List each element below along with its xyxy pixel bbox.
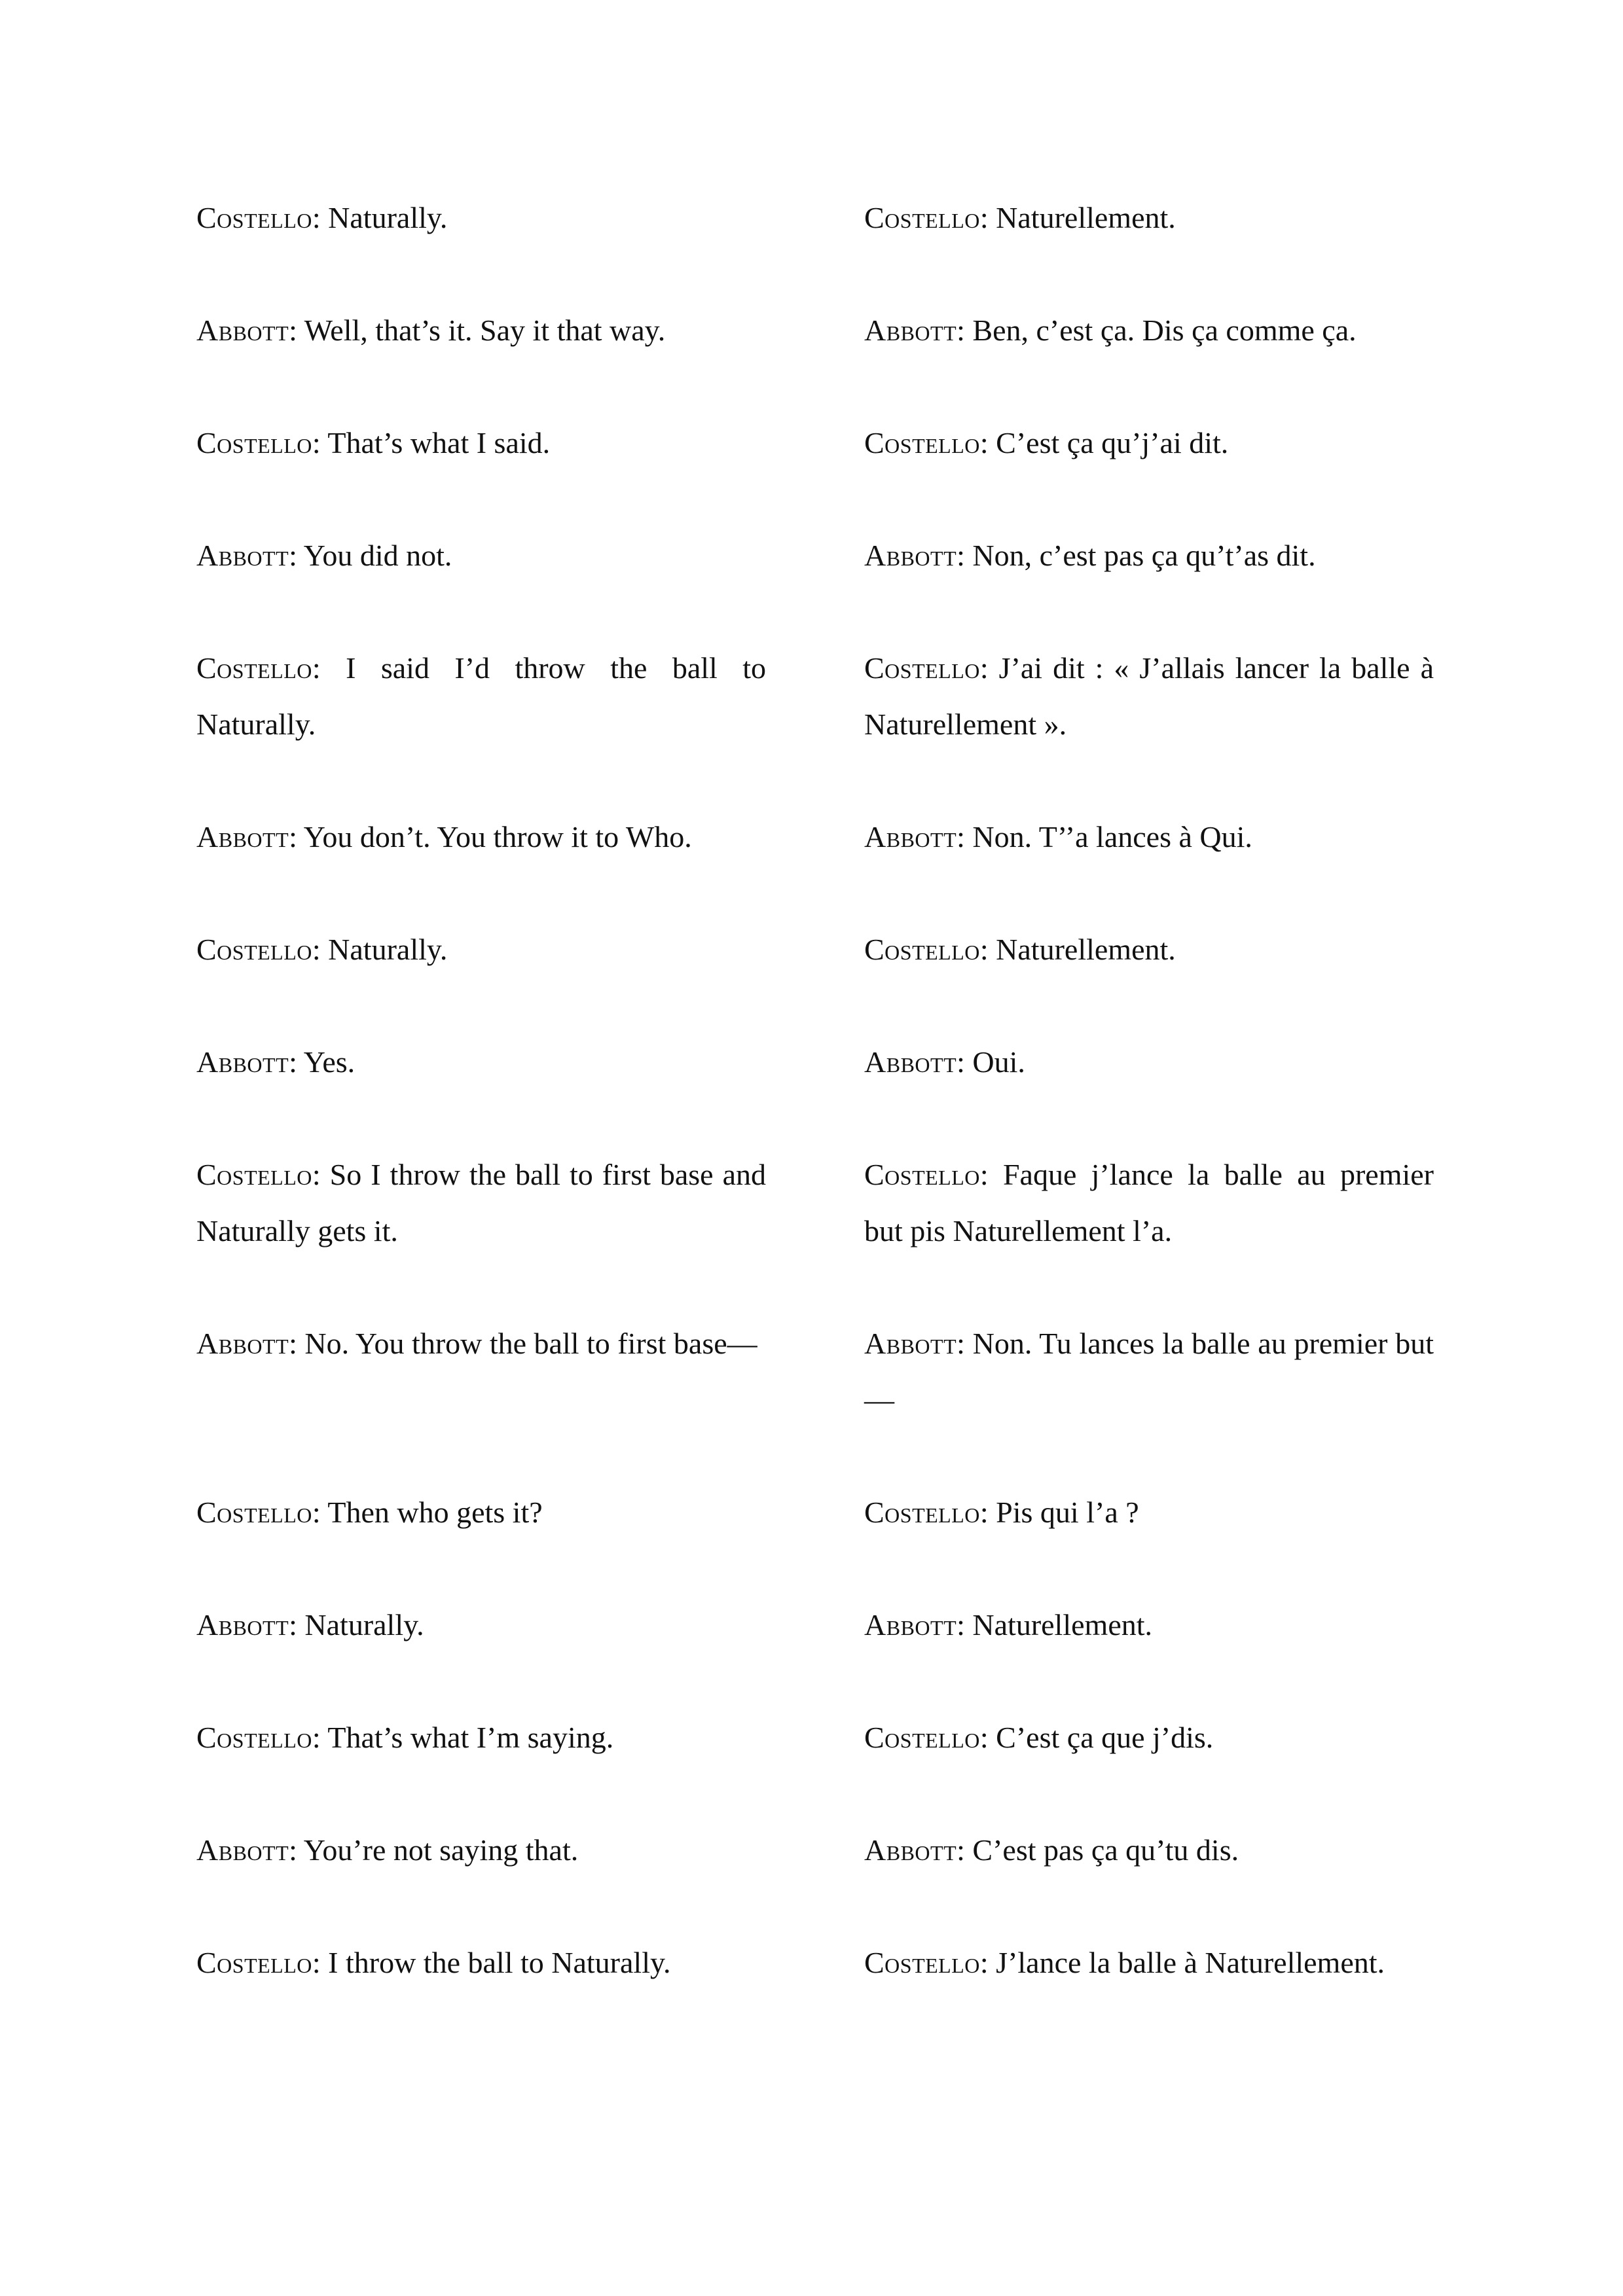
line-text: Naturally. xyxy=(328,201,448,234)
line-text: C’est ça que j’dis. xyxy=(996,1721,1214,1754)
speaker-name: Abbott xyxy=(864,820,957,853)
dialogue-row xyxy=(196,809,1434,865)
english-line: Abbott: You’re not saying that. xyxy=(196,1833,579,1867)
speaker-name: Abbott xyxy=(864,1833,957,1867)
line-text: Naturally. xyxy=(304,1608,424,1641)
line-text: Ben, c’est ça. Dis ça comme ça. xyxy=(972,314,1357,347)
line-text: You did not. xyxy=(303,539,452,572)
speaker-name: Costello xyxy=(864,651,980,685)
bilingual-dialogue xyxy=(196,190,1434,1991)
speaker-name: Abbott xyxy=(196,1327,289,1360)
speaker-name: Abbott xyxy=(196,820,289,853)
speaker-name: Costello xyxy=(196,426,312,459)
speaker-name: Costello xyxy=(864,201,980,234)
english-line: Costello: That’s what I’m saying. xyxy=(196,1721,614,1754)
dialogue-row xyxy=(196,190,1434,246)
dialogue-row xyxy=(196,528,1434,584)
line-text: So I throw the ball to first base and Naturally gets it. xyxy=(196,1158,767,1247)
line-text: Then who gets it? xyxy=(327,1496,543,1529)
dialogue-row xyxy=(196,415,1434,471)
french-line: Abbott: Non. Tu lances la balle au premier but — xyxy=(864,1327,1434,1416)
french-line: Costello: Naturellement. xyxy=(864,201,1176,234)
speaker-name: Costello xyxy=(196,1496,312,1529)
line-text: J’lance la balle à Naturellement. xyxy=(996,1946,1385,1979)
line-text: Well, that’s it. Say it that way. xyxy=(304,314,666,347)
dialogue-row xyxy=(196,1935,1434,1991)
english-line: Abbott: Well, that’s it. Say it that way. xyxy=(196,314,666,347)
speaker-name: Abbott xyxy=(196,1045,289,1079)
speaker-name: Costello xyxy=(196,1721,312,1754)
speaker-name: Abbott xyxy=(196,1608,289,1641)
dialogue-row xyxy=(196,1147,1434,1259)
speaker-name: Costello xyxy=(196,933,312,966)
english-line: Costello: Naturally. xyxy=(196,201,448,234)
french-line: Costello: Faque j’lance la balle au premier but pis Naturellement l’a. xyxy=(864,1158,1434,1247)
english-line: Costello: Then who gets it? xyxy=(196,1496,543,1529)
line-text: That’s what I said. xyxy=(327,426,551,459)
speaker-name: Abbott xyxy=(196,314,289,347)
speaker-name: Costello xyxy=(864,1721,980,1754)
english-line: Costello: That’s what I said. xyxy=(196,426,551,459)
english-line: Costello: I throw the ball to Naturally. xyxy=(196,1946,671,1979)
speaker-name: Costello xyxy=(196,201,312,234)
speaker-name: Abbott xyxy=(196,1833,289,1867)
french-line: Abbott: Non, c’est pas ça qu’t’as dit. xyxy=(864,539,1316,572)
line-text: C’est ça qu’j’ai dit. xyxy=(996,426,1229,459)
dialogue-row xyxy=(196,1316,1434,1428)
dialogue-row xyxy=(196,1710,1434,1766)
french-line: Costello: C’est ça qu’j’ai dit. xyxy=(864,426,1229,459)
line-text: Non. T’’a lances à Qui. xyxy=(972,820,1252,853)
french-line: Abbott: Naturellement. xyxy=(864,1608,1153,1641)
speaker-name: Costello xyxy=(864,1946,980,1979)
line-text: Naturally. xyxy=(328,933,448,966)
speaker-name: Abbott xyxy=(864,1608,957,1641)
french-line: Abbott: C’est pas ça qu’tu dis. xyxy=(864,1833,1239,1867)
speaker-name: Costello xyxy=(196,651,312,685)
dialogue-row xyxy=(196,1034,1434,1090)
speaker-name: Abbott xyxy=(864,539,957,572)
english-line: Abbott: You did not. xyxy=(196,539,452,572)
speaker-name: Costello xyxy=(196,1158,312,1191)
french-line: Costello: Pis qui l’a ? xyxy=(864,1496,1139,1529)
english-line: Abbott: Naturally. xyxy=(196,1608,424,1641)
line-text: Naturellement. xyxy=(972,1608,1153,1641)
dialogue-row xyxy=(196,640,1434,753)
english-line: Costello: So I throw the ball to first base and Naturally gets it. xyxy=(196,1158,767,1247)
french-line: Costello: J’lance la balle à Naturellement. xyxy=(864,1946,1385,1979)
speaker-name: Costello xyxy=(196,1946,312,1979)
speaker-name: Abbott xyxy=(864,314,957,347)
french-line: Abbott: Non. T’’a lances à Qui. xyxy=(864,820,1252,853)
line-text: That’s what I’m saying. xyxy=(327,1721,614,1754)
line-text: Non, c’est pas ça qu’t’as dit. xyxy=(972,539,1316,572)
line-text: Naturellement. xyxy=(996,201,1176,234)
dialogue-row xyxy=(196,302,1434,359)
speaker-name: Costello xyxy=(864,1496,980,1529)
line-text: You’re not saying that. xyxy=(303,1833,579,1867)
speaker-name: Abbott xyxy=(864,1327,957,1360)
line-text: You don’t. You throw it to Who. xyxy=(303,820,692,853)
speaker-name: Costello xyxy=(864,1158,980,1191)
speaker-name: Abbott xyxy=(196,539,289,572)
line-text: Oui. xyxy=(972,1045,1025,1079)
english-line: Costello: I said I’d throw the ball to Naturally. xyxy=(196,651,767,741)
french-line: Costello: C’est ça que j’dis. xyxy=(864,1721,1214,1754)
line-text: Non. Tu lances la balle au premier but — xyxy=(864,1327,1434,1416)
french-line: Abbott: Ben, c’est ça. Dis ça comme ça. xyxy=(864,314,1357,347)
french-line: Abbott: Oui. xyxy=(864,1045,1025,1079)
dialogue-row xyxy=(196,1597,1434,1653)
line-text: C’est pas ça qu’tu dis. xyxy=(972,1833,1239,1867)
line-text: I said I’d throw the ball to Naturally. xyxy=(196,651,767,741)
line-text: Yes. xyxy=(303,1045,356,1079)
line-text: Faque j’lance la balle au premier but pis Naturellement l’a. xyxy=(864,1158,1434,1247)
english-line: Abbott: You don’t. You throw it to Who. xyxy=(196,820,692,853)
line-text: Naturellement. xyxy=(996,933,1176,966)
french-line: Costello: Naturellement. xyxy=(864,933,1176,966)
dialogue-row xyxy=(196,1822,1434,1878)
line-text: Pis qui l’a ? xyxy=(996,1496,1139,1529)
dialogue-row xyxy=(196,922,1434,978)
english-line: Abbott: No. You throw the ball to first base— xyxy=(196,1327,757,1360)
english-line: Abbott: Yes. xyxy=(196,1045,356,1079)
line-text: No. You throw the ball to first base— xyxy=(304,1327,757,1360)
speaker-name: Abbott xyxy=(864,1045,957,1079)
speaker-name: Costello xyxy=(864,933,980,966)
line-text: J’ai dit : « J’allais lancer la balle à Naturellement ». xyxy=(864,651,1434,741)
french-line: Costello: J’ai dit : « J’allais lancer la balle à Naturellement ». xyxy=(864,651,1434,741)
line-text: I throw the ball to Naturally. xyxy=(328,1946,671,1979)
speaker-name: Costello xyxy=(864,426,980,459)
english-line: Costello: Naturally. xyxy=(196,933,448,966)
dialogue-row xyxy=(196,1484,1434,1541)
